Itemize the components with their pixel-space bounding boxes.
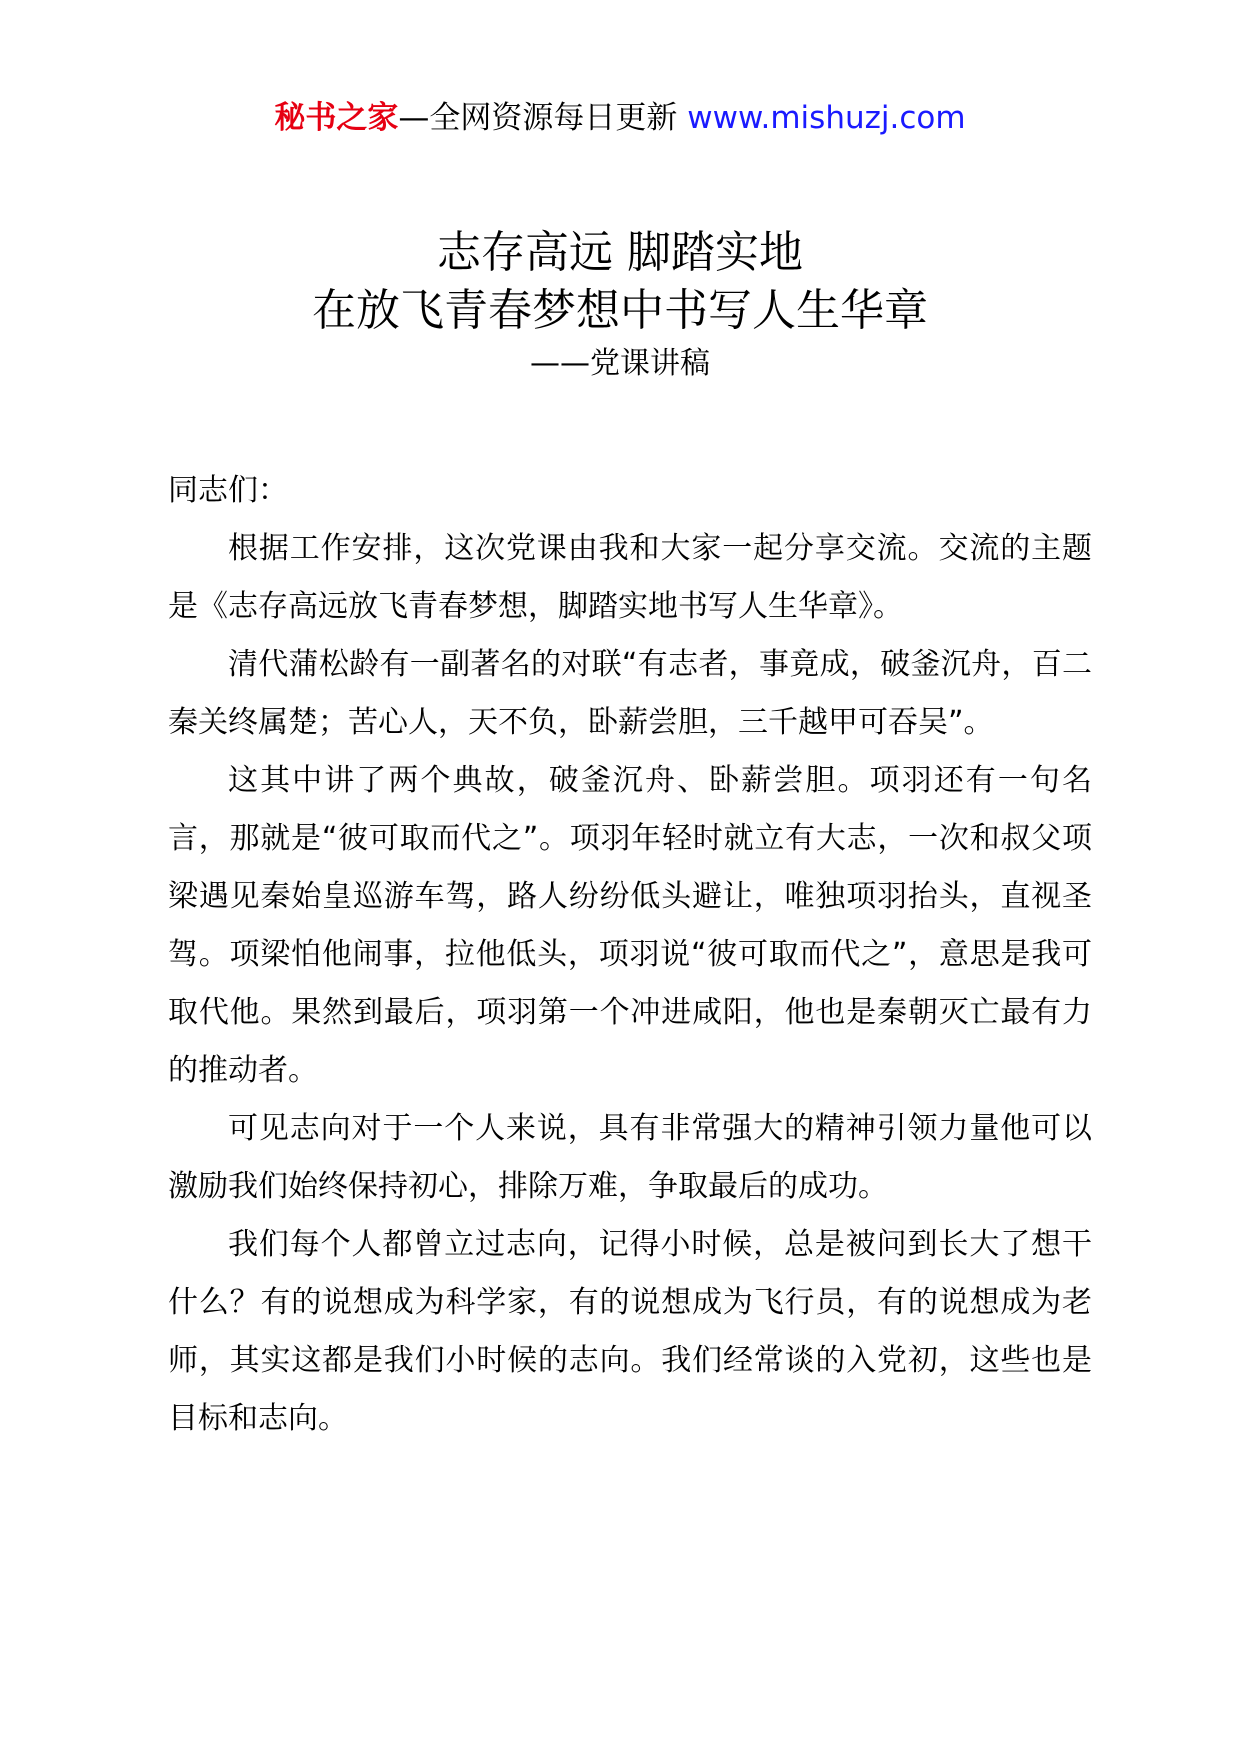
site-url-link[interactable]: www.mishuzj.com bbox=[687, 100, 966, 136]
document-body bbox=[168, 462, 1092, 1448]
site-header bbox=[0, 98, 1240, 138]
paragraph: 清代蒲松龄有一副著名的对联“有志者，事竟成，破釜沉舟，百二秦关终属楚；苦心人，天不负，卧薪尝胆，三千越甲可吞吴”。 bbox=[168, 647, 1092, 740]
document-title-line-2: 在放飞青春梦想中书写人生华章 bbox=[312, 285, 928, 336]
document-title-line-1: 志存高远 脚踏实地 bbox=[437, 227, 803, 278]
paragraph: 可见志向对于一个人来说，具有非常强大的精神引领力量他可以激励我们始终保持初心，排除万难，争取最后的成功。 bbox=[168, 1111, 1092, 1204]
site-brand: 秘书之家 bbox=[274, 100, 399, 136]
site-slogan: —全网资源每日更新 bbox=[398, 100, 688, 136]
paragraph: 根据工作安排，这次党课由我和大家一起分享交流。交流的主题是《志存高远放飞青春梦想，脚踏实地书写人生华章》。 bbox=[168, 531, 1092, 624]
paragraph: 这其中讲了两个典故，破釜沉舟、卧薪尝胆。项羽还有一句名言，那就是“彼可取而代之”。项羽年轻时就立有大志，一次和叔父项梁遇见秦始皇巡游车驾，路人纷纷低头避让，唯独项羽抬头，直视圣驾。项梁怕他闹事，拉他低头，项羽说“彼可取而代之”，意思是我可取代他。果然到最后，项羽第一个冲进咸阳，他也是秦朝灭亡最有力的推动者。 bbox=[168, 763, 1092, 1088]
paragraph: 我们每个人都曾立过志向，记得小时候，总是被问到长大了想干什么？有的说想成为科学家，有的说想成为飞行员，有的说想成为老师，其实这都是我们小时候的志向。我们经常谈的入党初，这些也是目标和志向。 bbox=[168, 1227, 1092, 1436]
document-subtitle: ——党课讲稿 bbox=[530, 346, 710, 381]
salutation: 同志们： bbox=[168, 473, 288, 508]
title-block bbox=[0, 224, 1240, 384]
